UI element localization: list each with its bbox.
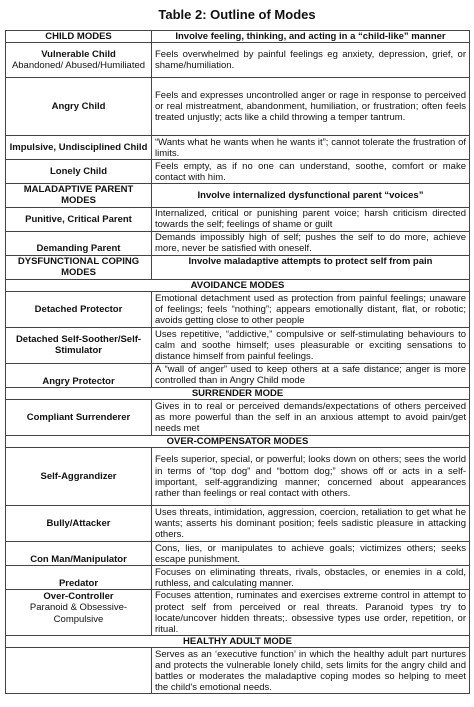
mode-name: Demanding Parent [6, 231, 152, 255]
mode-name: Angry Protector [6, 363, 152, 387]
mode-desc: Demands impossibly high of self; pushes the self to do more, achieve more, never be satisfied with oneself. [152, 231, 470, 255]
section-desc: Involve feeling, thinking, and acting in a “child-like” manner [152, 31, 470, 43]
section-row [6, 436, 470, 448]
section-label: MALADAPTIVE PARENT MODES [6, 184, 152, 207]
mode-desc: Serves as an ‘executive function’ in which the healthy adult part nurtures and protects the vulnerable lonely child, sets limits for the angry child and battles or moderates the maladaptive coping modes so helping to meet the child's emotional needs. [152, 648, 470, 694]
section-row [6, 279, 470, 291]
table-row [6, 291, 470, 327]
table-row [6, 327, 470, 363]
mode-subtitle: Paranoid & Obsessive-Compulsive [29, 602, 128, 625]
mode-subtitle: Abandoned/ Abused/Humiliated [11, 60, 146, 72]
table-row [6, 542, 470, 566]
mode-name: Angry Child [6, 78, 152, 136]
mode-desc: Uses repetitive, “addictive,” compulsive or self-stimulating behaviours to calm and soothe himself; uses pleasurable or exciting sensations to distance himself from painful feelings. [152, 327, 470, 363]
mode-desc: Gives in to real or perceived demands/expectations of others perceived as more powerful than the self in an anxious attempt to avoid pain/get needs met [152, 400, 470, 436]
table-row [6, 136, 470, 160]
section-row [6, 31, 470, 43]
table-row [6, 648, 470, 694]
mode-name: Lonely Child [6, 160, 152, 184]
mode-desc: A “wall of anger” used to keep others at a safe distance; anger is more controlled than in Angry Child mode [152, 363, 470, 387]
mode-name: Detached Self-Soother/Self-Stimulator [6, 327, 152, 363]
section-label: SURRENDER MODE [6, 387, 470, 399]
table-row [6, 231, 470, 255]
mode-desc: Focuses attention, ruminates and exercises extreme control in attempt to protect self from perceived or real threats. Paranoid types try to locate/uncover hidden threats;. obsessive types use order, repetition, or ritual. [152, 590, 470, 636]
table-row [6, 43, 470, 78]
table-row [6, 363, 470, 387]
mode-desc: Feels empty, as if no one can understand, soothe, comfort or make contact with him. [152, 160, 470, 184]
mode-name: Detached Protector [6, 291, 152, 327]
table-row [6, 448, 470, 506]
mode-desc: Feels overwhelmed by painful feelings eg anxiety, depression, grief, or shame/humiliation. [152, 43, 470, 78]
section-desc: Involve maladaptive attempts to protect self from pain [152, 255, 470, 279]
section-label: AVOIDANCE MODES [6, 279, 470, 291]
mode-name: Compliant Surrenderer [6, 400, 152, 436]
mode-name: Punitive, Critical Parent [6, 207, 152, 231]
table-row [6, 566, 470, 590]
mode-desc: Focuses on eliminating threats, rivals, obstacles, or enemies in a cold, ruthless, and calculating manner. [152, 566, 470, 590]
mode-desc: Internalized, critical or punishing parent voice; harsh criticism directed towards the self; feelings of shame or guilt [152, 207, 470, 231]
section-desc: Involve internalized dysfunctional parent “voices” [152, 184, 470, 207]
mode-name: Impulsive, Undisciplined Child [6, 136, 152, 160]
mode-name: Predator [6, 566, 152, 590]
mode-desc: Emotional detachment used as protection from painful feelings; unaware of feelings; feels “nothing”; appears emotionally distant, flat, or robotic; avoids getting close to other people [152, 291, 470, 327]
mode-name: Vulnerable Child Abandoned/ Abused/Humiliated [6, 43, 152, 78]
section-label: HEALTHY ADULT MODE [6, 636, 470, 648]
section-label: OVER-COMPENSATOR MODES [6, 436, 470, 448]
table-row [6, 160, 470, 184]
section-row [6, 387, 470, 399]
modes-table [5, 30, 470, 694]
mode-name: Self-Aggrandizer [6, 448, 152, 506]
section-label: CHILD MODES [6, 31, 152, 43]
table-row [6, 590, 470, 636]
section-label: DYSFUNCTIONAL COPING MODES [6, 255, 152, 279]
table-row [6, 78, 470, 136]
mode-name: Bully/Attacker [6, 506, 152, 542]
table-title: Table 2: Outline of Modes [158, 7, 316, 22]
mode-desc: Feels superior, special, or powerful; looks down on others; sees the world in terms of “top dog” and “bottom dog;” shows off or acts in a self-important, self-aggrandizing manner; concerned about appearances rather than feelings or real contact with others. [152, 448, 470, 506]
mode-desc: “Wants what he wants when he wants it”; cannot tolerate the frustration of limits. [152, 136, 470, 160]
mode-name: Over-Controller Paranoid & Obsessive-Compulsive [6, 590, 152, 636]
section-row [6, 636, 470, 648]
mode-desc: Cons, lies, or manipulates to achieve goals; victimizes others; seeks escape punishment. [152, 542, 470, 566]
table-row [6, 400, 470, 436]
section-row [6, 255, 470, 279]
table-row [6, 207, 470, 231]
mode-desc: Uses threats, intimidation, aggression, coercion, retaliation to get what he wants; asserts his dominant position; feels sadistic pleasure in attacking others. [152, 506, 470, 542]
table-row [6, 506, 470, 542]
mode-desc: Feels and expresses uncontrolled anger or rage in response to perceived or real mistreatment, abandonment, humiliation, or frustration; often feels treated unjustly; acts like a child throwing a temper tantrum. [152, 78, 470, 136]
section-row [6, 184, 470, 207]
mode-name: Con Man/Manipulator [6, 542, 152, 566]
mode-name [6, 648, 152, 694]
